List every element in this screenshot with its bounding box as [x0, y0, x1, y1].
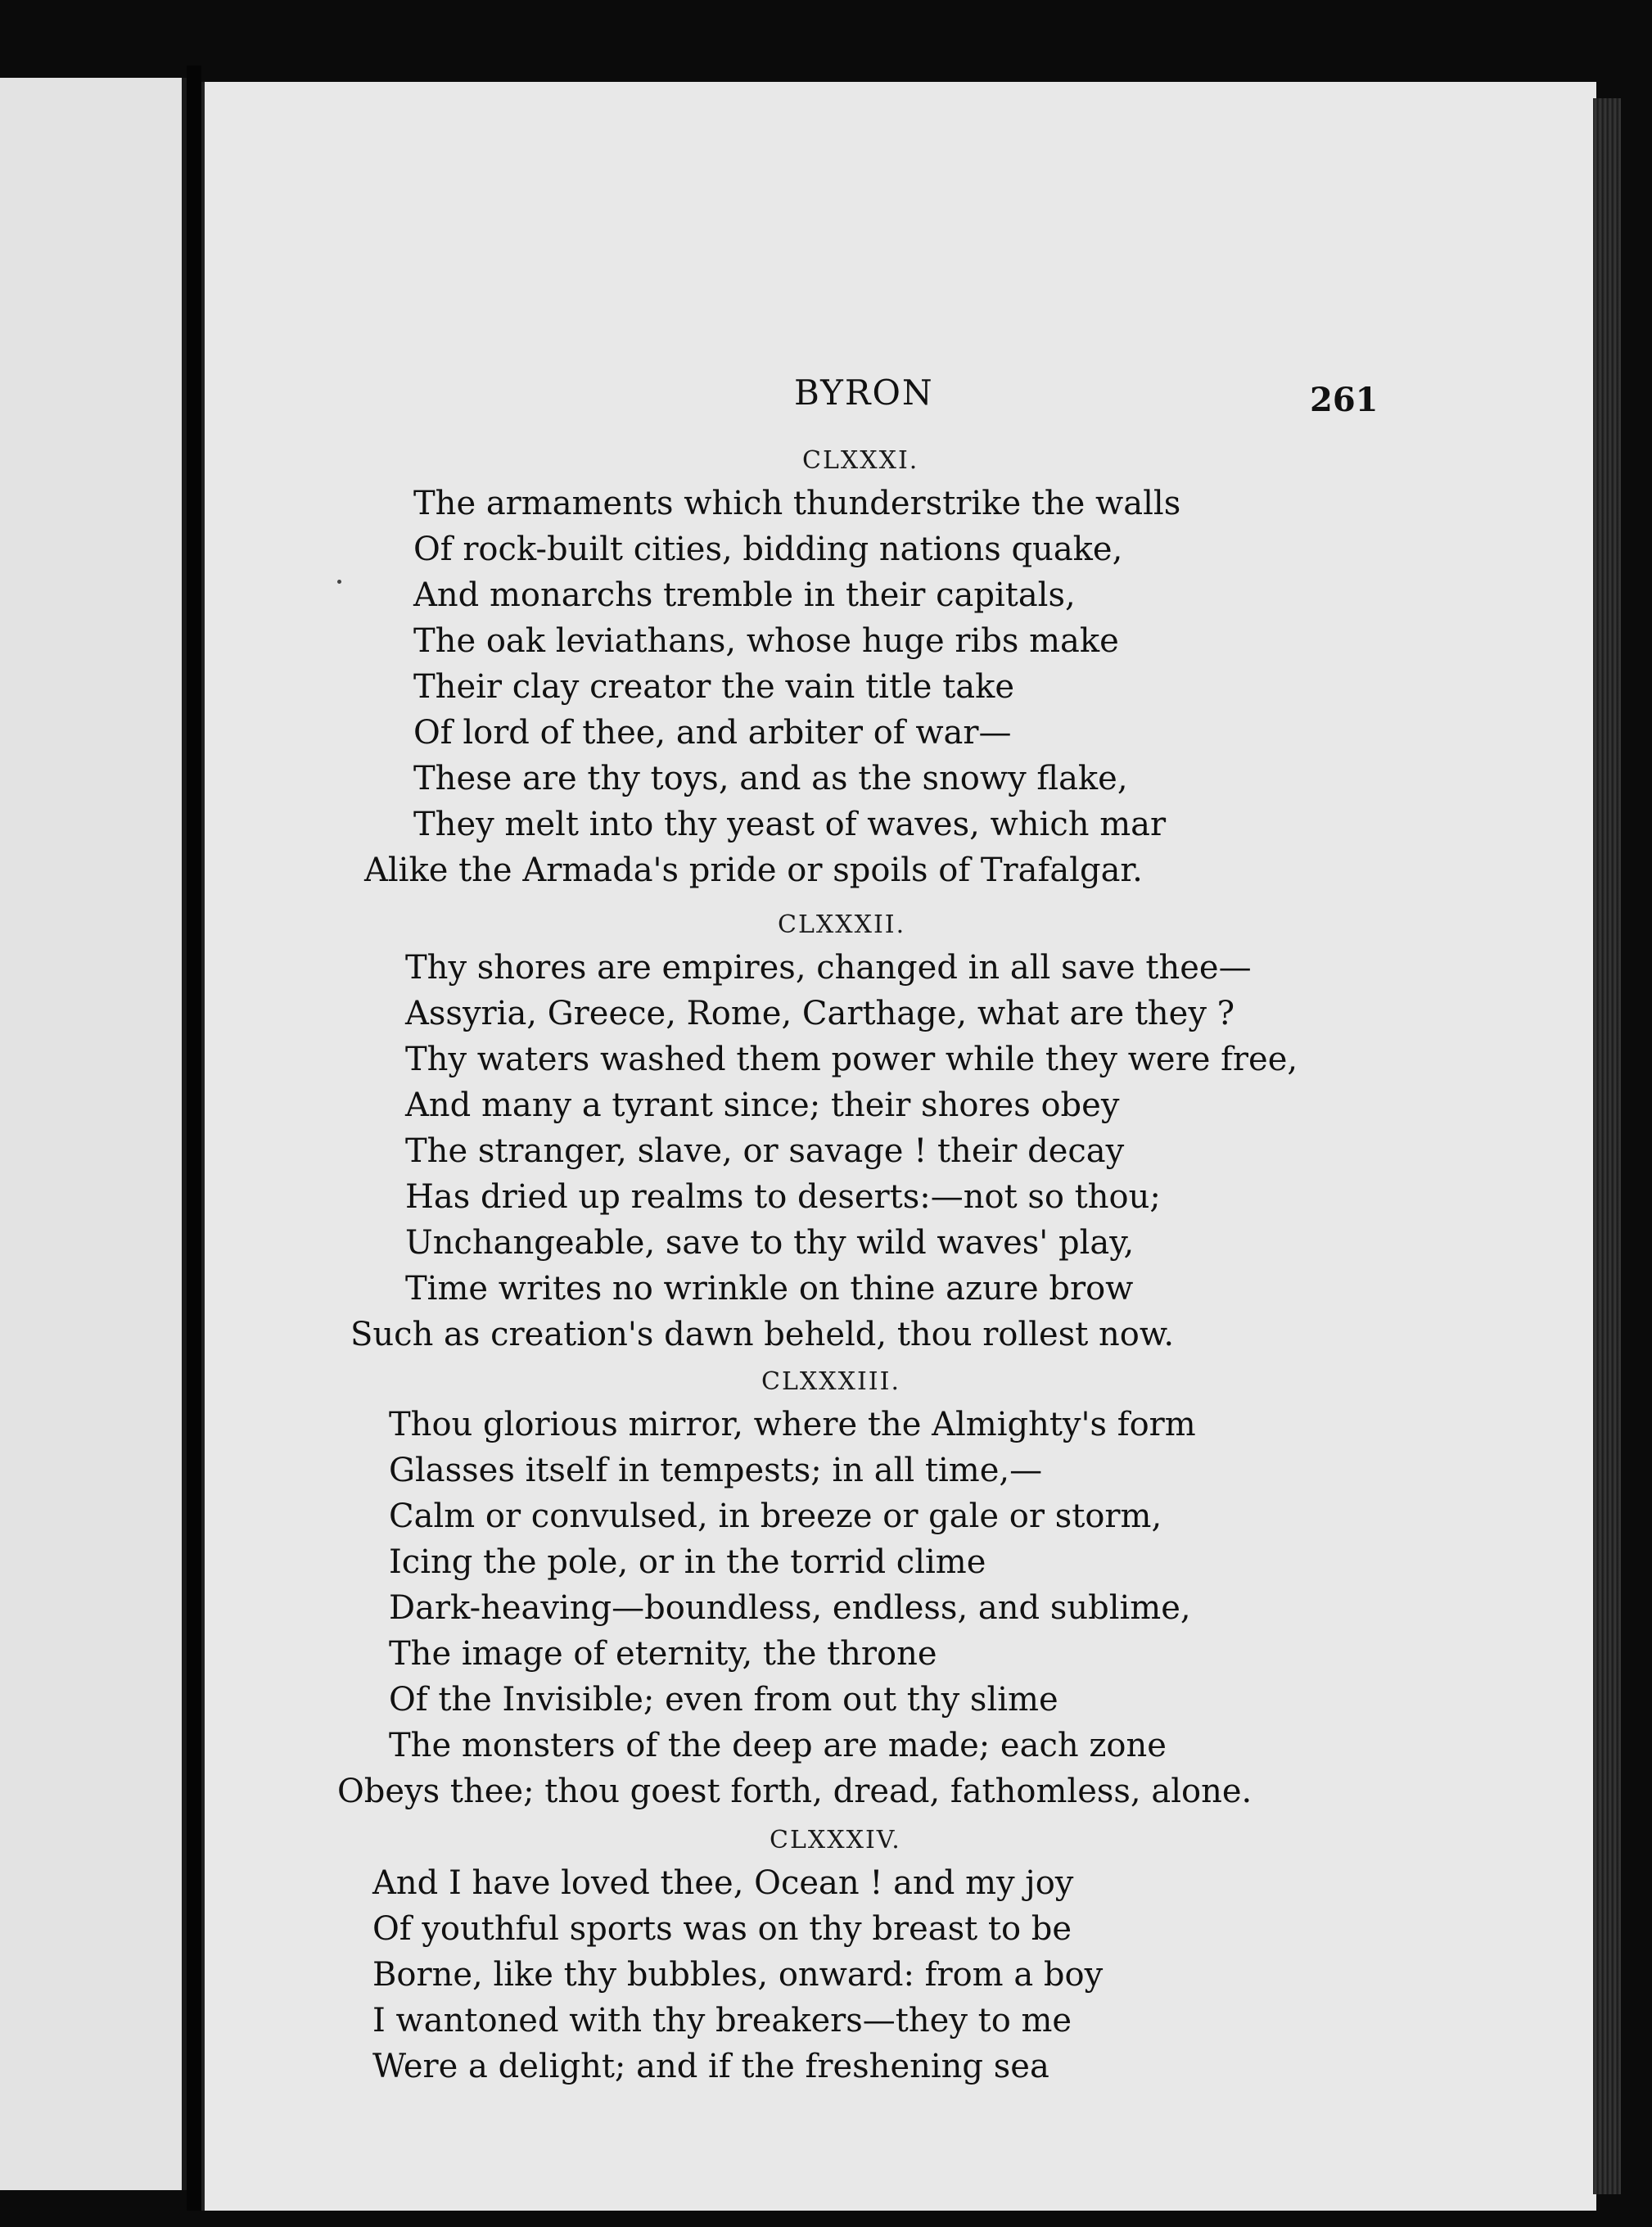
verse-line: Assyria, Greece, Rome, Carthage, what are they ?: [405, 995, 1235, 1032]
verse-line: Of lord of thee, and arbiter of war—: [413, 714, 1012, 752]
book-page: [201, 82, 1596, 2211]
stanza-number: CLXXXIII.: [761, 1367, 901, 1396]
facing-page: [0, 78, 187, 2190]
book-gutter: [187, 66, 201, 2211]
verse-line: Of rock-built cities, bidding nations quake,: [413, 531, 1123, 568]
verse-line: Thou glorious mirror, where the Almighty's form: [389, 1406, 1196, 1443]
verse-line: Unchangeable, save to thy wild waves' play,: [405, 1224, 1135, 1262]
verse-line: Of youthful sports was on thy breast to be: [372, 1910, 1072, 1948]
verse-line: They melt into thy yeast of waves, which mar: [413, 806, 1167, 843]
verse-line: Has dried up realms to deserts:—not so thou;: [405, 1178, 1161, 1216]
stray-mark: [337, 580, 341, 584]
verse-line: Were a delight; and if the freshening sea: [372, 2048, 1049, 2085]
verse-line: Thy shores are empires, changed in all save thee—: [405, 949, 1252, 987]
verse-line: Their clay creator the vain title take: [413, 668, 1015, 706]
verse-line: And I have loved thee, Ocean ! and my joy: [372, 1864, 1074, 1902]
verse-line: I wantoned with thy breakers—they to me: [372, 2002, 1072, 2040]
stanza-number: CLXXXI.: [802, 446, 919, 475]
verse-line: Obeys thee; thou goest forth, dread, fathomless, alone.: [337, 1773, 1253, 1810]
verse-line: Calm or convulsed, in breeze or gale or storm,: [389, 1497, 1162, 1535]
verse-line: These are thy toys, and as the snowy flake,: [413, 760, 1128, 797]
stanza-number: CLXXXII.: [778, 910, 906, 939]
page-edge-stack: [1593, 98, 1621, 2194]
page-number: 261: [1310, 381, 1379, 419]
verse-line: The image of eternity, the throne: [389, 1635, 937, 1673]
stanza-number: CLXXXIV.: [770, 1826, 901, 1854]
verse-line: Icing the pole, or in the torrid clime: [389, 1543, 986, 1581]
verse-line: Thy waters washed them power while they were free,: [405, 1041, 1298, 1078]
running-head-title: BYRON: [794, 373, 934, 413]
verse-line: Time writes no wrinkle on thine azure brow: [405, 1270, 1134, 1308]
verse-line: Glasses itself in tempests; in all time,—: [389, 1452, 1043, 1489]
verse-line: The stranger, slave, or savage ! their decay: [405, 1132, 1125, 1170]
verse-line: Alike the Armada's pride or spoils of Trafalgar.: [364, 852, 1143, 889]
verse-line: Borne, like thy bubbles, onward: from a boy: [372, 1956, 1104, 1994]
running-head: [205, 373, 1596, 419]
verse-line: Dark-heaving—boundless, endless, and sublime,: [389, 1589, 1191, 1627]
verse-line: Of the Invisible; even from out thy slime: [389, 1681, 1058, 1719]
verse-line: And monarchs tremble in their capitals,: [413, 576, 1076, 614]
verse-line: And many a tyrant since; their shores obey: [405, 1086, 1120, 1124]
verse-line: The monsters of the deep are made; each zone: [389, 1727, 1167, 1764]
verse-line: The armaments which thunderstrike the walls: [413, 485, 1181, 522]
verse-line: Such as creation's dawn beheld, thou rollest now.: [350, 1316, 1175, 1353]
verse-line: The oak leviathans, whose huge ribs make: [413, 622, 1119, 660]
